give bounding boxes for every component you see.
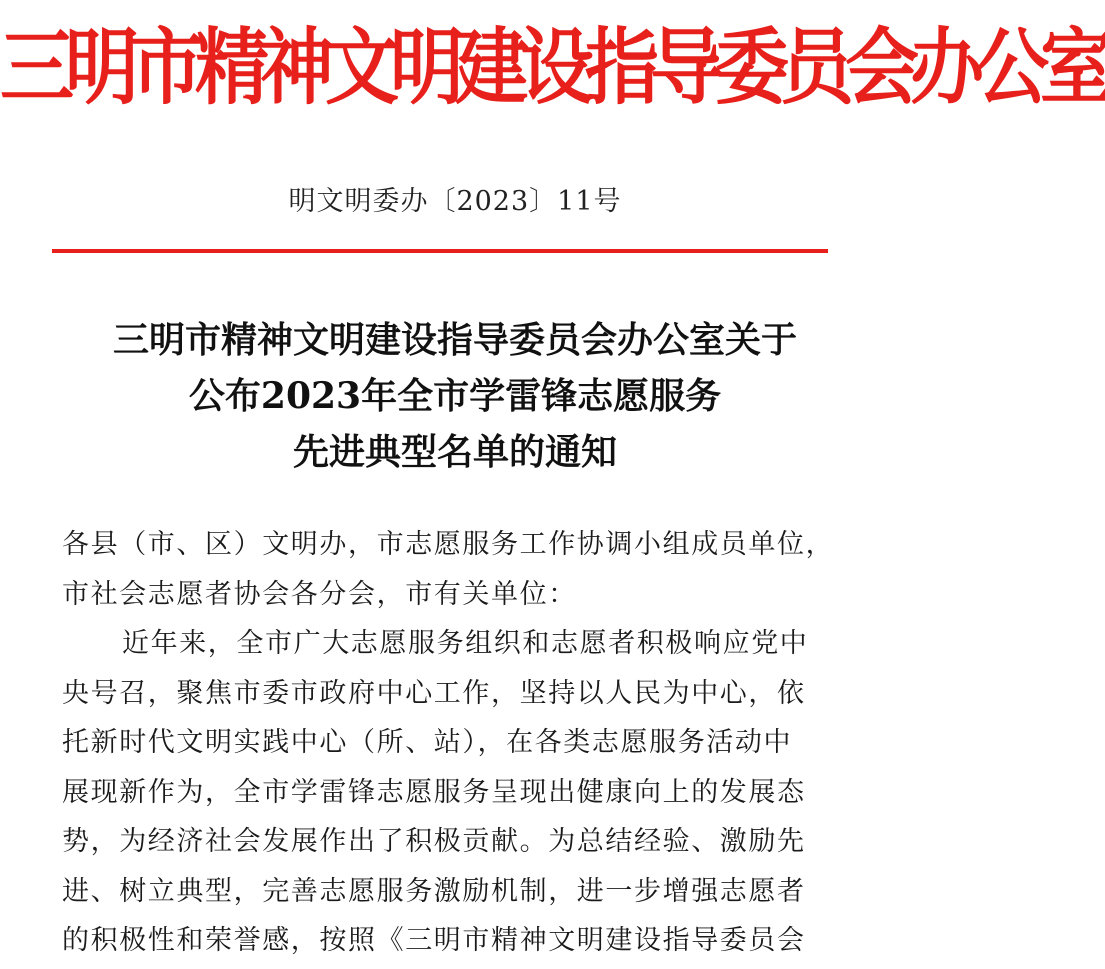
red-divider-line — [52, 249, 828, 253]
title-line-3: 先进典型名单的通知 — [292, 431, 617, 473]
document-title — [0, 312, 910, 480]
title-line-1: 三明市精神文明建设指导委员会办公室关于 — [112, 319, 797, 361]
addressee-line-1: 各县（市、区）文明办，市志愿服务工作协调小组成员单位， — [62, 529, 835, 560]
title-line-2: 公布2023年全市学雷锋志愿服务 — [188, 375, 722, 417]
paragraph-line-4: 展现新作为，全市学雷锋志愿服务呈现出健康向上的发展态 — [62, 776, 806, 808]
document-number: 明文明委办〔2023〕11号 — [288, 186, 622, 217]
paragraph-line-5: 势，为经济社会发展作出了积极贡献。为总结经验、激励先 — [62, 826, 806, 857]
document-body — [62, 520, 852, 966]
paragraph-line-1: 近年来，全市广大志愿服务组织和志愿者积极响应党中 — [122, 628, 809, 659]
document-masthead: 三明市精神文明建设指导委员会办公室 — [0, 19, 1105, 117]
paragraph-line-2: 央号召，聚焦市委市政府中心工作，坚持以人民为中心，依 — [62, 677, 806, 709]
addressee-line-2: 市社会志愿者协会各分会，市有关单位： — [62, 578, 577, 610]
paragraph-line-3: 托新时代文明实践中心（所、站），在各类志愿服务活动中 — [62, 727, 793, 758]
paragraph-line-6: 进、树立典型，完善志愿服务激励机制，进一步增强志愿者 — [62, 875, 806, 907]
paragraph-line-7: 的积极性和荣誉感，按照《三明市精神文明建设指导委员会 — [62, 925, 806, 956]
